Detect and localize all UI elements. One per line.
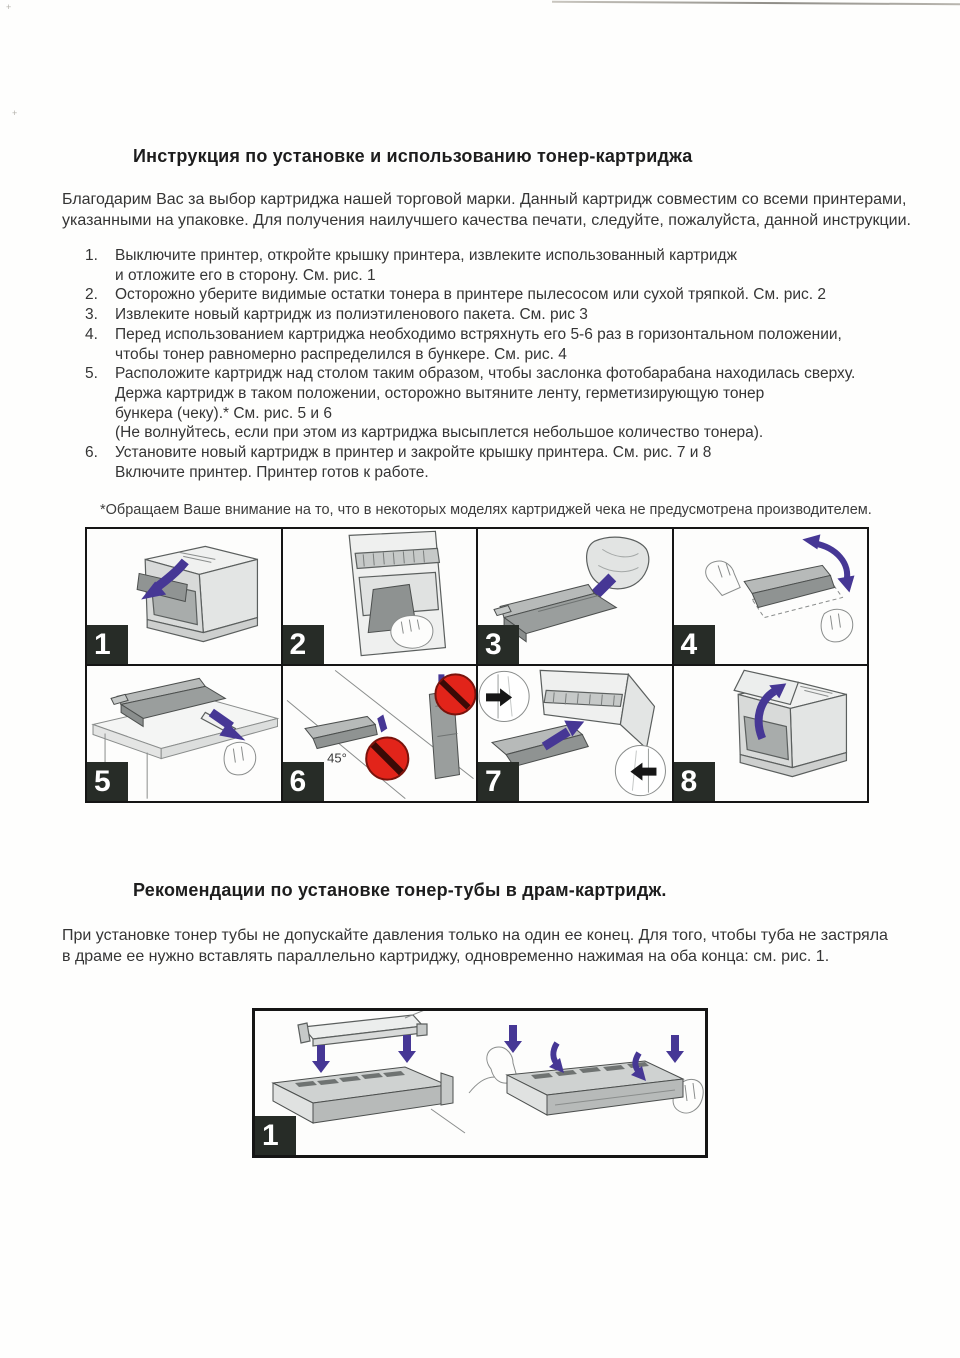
figure-panel-1 — [87, 529, 281, 664]
section2-paragraph: При установке тонер тубы не допускайте давления только на один ее конец. Для того, чтобы туба не застряла в драме ее нужно вставлять параллельно картриджу, одновременно нажимая на оба конца: см. рис. 1. — [62, 927, 888, 965]
step-number: 2. — [85, 286, 98, 304]
step-item: 4. Перед использованием картриджа необходимо встряхнуть его 5-6 раз в горизонтальном положении, чтобы тонер равномерно распределился в бункере. См. рис. 4 — [85, 325, 842, 363]
figure-number-badge: 7 — [478, 762, 519, 801]
step-item: 5. Расположите картридж над столом таким образом, чтобы заслонка фотобарабана находилась сверху. Держа картридж в таком положении, осторожно вытяните ленту, герметизирующую тонер бункера (чеку).* См. рис. 5 и 6 (Не волнуйтесь, если при этом из картриджа высыплется небольшое количество тонера). — [85, 365, 856, 442]
intro-paragraph — [62, 189, 922, 231]
arrow-down-icon — [312, 1045, 330, 1073]
figure-panel-2 — [283, 529, 477, 664]
step-item: 6. Установите новый картридж в принтер и закройте крышку принтера. См. рис. 7 и 8 Включите принтер. Принтер готов к работе. — [85, 444, 712, 481]
intro-line: Благодарим Вас за выбор картриджа нашей торговой марки. Данный картридж совместим со всеми принтерами, — [62, 191, 907, 208]
drum-cartridge-icon — [273, 1067, 465, 1133]
hand-icon — [224, 742, 256, 775]
scan-artifact-line — [552, 1, 960, 5]
step-item: 3. Извлеките новый картридж из полиэтиленового пакета. См. рис 3 — [85, 306, 588, 324]
drum-cartridge-icon — [507, 1061, 683, 1115]
figure-number-badge: 1 — [255, 1116, 296, 1155]
figure-panel-4 — [674, 529, 868, 664]
figure-grid — [85, 527, 869, 803]
figure-number-badge: 8 — [674, 762, 715, 801]
figure-number-badge: 3 — [478, 625, 519, 664]
curved-arrow-down-icon — [549, 1043, 564, 1073]
instruction-steps — [85, 246, 905, 482]
step-number: 3. — [85, 306, 98, 324]
prohibition-icon — [366, 738, 408, 780]
hand-icon — [821, 609, 853, 642]
printer-icon — [734, 670, 846, 776]
figure-panel-7 — [478, 666, 672, 801]
step-item: 2. Осторожно уберите видимые остатки тонера в принтере пылесосом или сухой тряпкой. См. рис. 2 — [85, 286, 827, 304]
step-item: 1. Выключите принтер, откройте крышку принтера, извлеките использованный картридж и отложите его в сторону. См. рис. 1 — [85, 247, 737, 284]
hand-icon — [705, 561, 739, 595]
registration-mark: + — [12, 108, 18, 118]
arrow-down-icon — [398, 1035, 416, 1063]
toner-tube-icon — [298, 1011, 437, 1046]
angle-label: 45° — [326, 750, 347, 766]
section2-heading: Рекомендации по установке тонер-тубы в драм-картридж. — [133, 880, 667, 900]
figure-number-badge: 6 — [283, 762, 324, 801]
figure-panel-5 — [87, 666, 281, 801]
prohibition-icon — [435, 674, 475, 714]
figure-number-badge: 4 — [674, 625, 715, 664]
registration-mark: + — [6, 2, 12, 12]
intro-line: указанными на упаковке. Для получения наилучшего качества печати, следуйте, пожалуйста, данной инструкции. — [62, 212, 911, 229]
step-number: 5. — [85, 365, 98, 383]
magnifier-inset-icon — [479, 671, 529, 721]
figure-number-badge: 5 — [87, 762, 128, 801]
figure-number-badge: 1 — [87, 625, 128, 664]
arrow-down-icon — [666, 1035, 684, 1063]
figure-panel-6 — [283, 666, 477, 801]
magnifier-inset-icon — [615, 746, 665, 796]
step-number: 4. — [85, 325, 98, 343]
figure-panel-3 — [478, 529, 672, 664]
page-title: Инструкция по установке и использованию тонер-картриджа — [133, 146, 693, 166]
step-number: 6. — [85, 444, 98, 462]
step-number: 1. — [85, 247, 98, 264]
hand-icon — [390, 616, 432, 649]
toner-cartridge-icon — [744, 565, 834, 607]
toner-tube-installation-illustration — [255, 1011, 705, 1155]
footnote: *Обращаем Ваше внимание на то, что в некоторых моделях картриджей чека не предусмотрена производителем. — [100, 502, 872, 518]
plastic-bag-icon — [587, 537, 649, 589]
figure-number-badge: 2 — [283, 625, 324, 664]
bottom-figure — [252, 1008, 708, 1158]
arrow-down-icon — [504, 1025, 522, 1053]
figure-panel-8 — [674, 666, 868, 801]
